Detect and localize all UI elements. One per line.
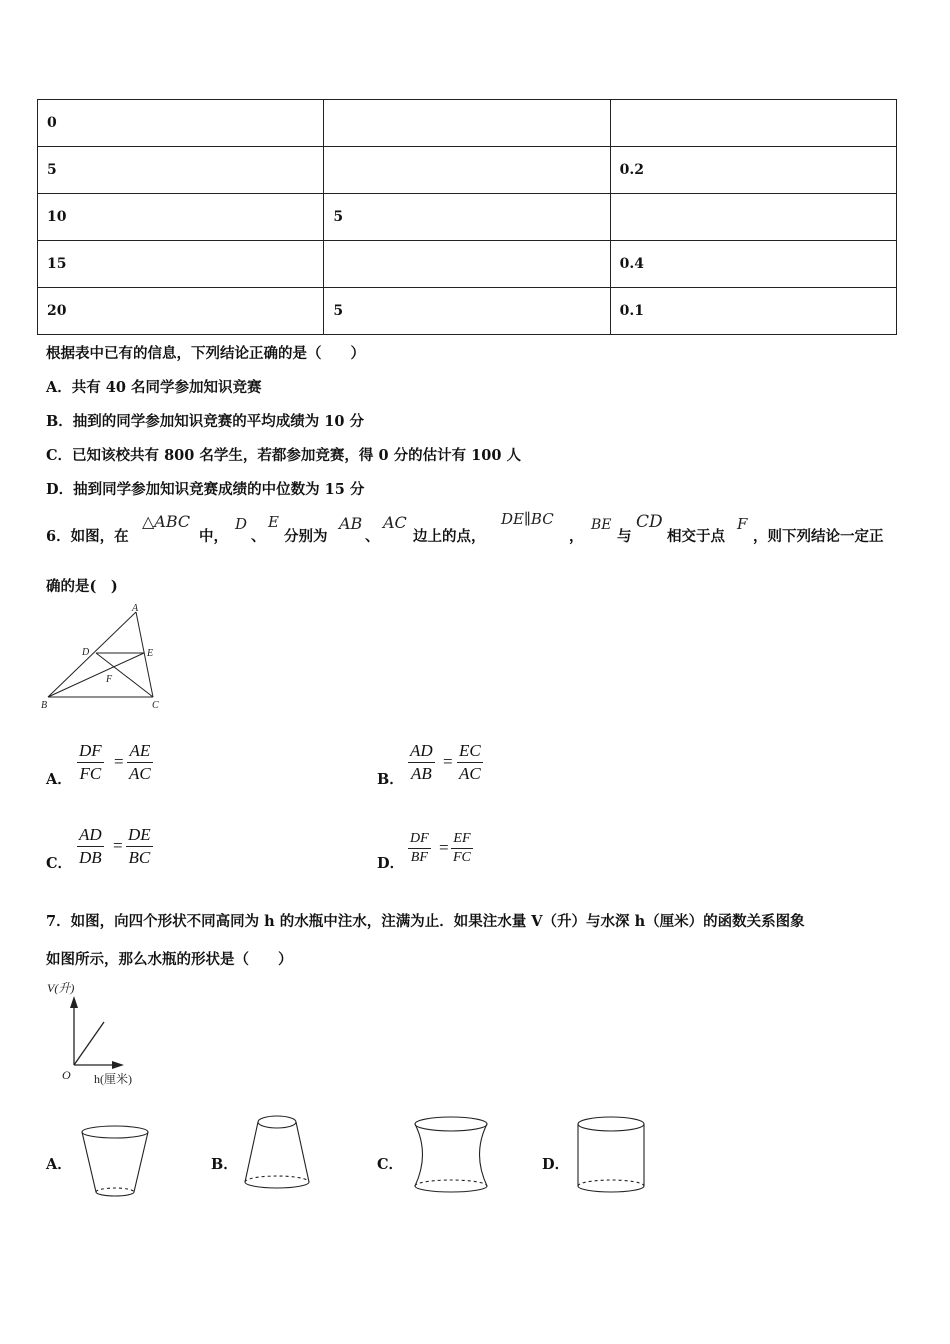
q6-number: 6．如图，在 (46, 528, 129, 545)
q6-seg-ab: AB (339, 514, 363, 533)
q6-stem-line2: 确的是( ) (46, 578, 118, 595)
label-e: E (147, 648, 154, 659)
q5-option-c: C．已知该校共有 800 名学生，若都参加竞赛，得 0 分的估计有 100 人 (46, 447, 521, 464)
label-b: B (41, 700, 48, 711)
q6-comma: ， (569, 528, 584, 545)
q6-triangle: △ABC (142, 512, 191, 531)
fraction-left (77, 740, 104, 785)
label-a: A (132, 603, 139, 614)
table-cell: 5 (38, 147, 324, 194)
table-cell: 0.4 (610, 241, 896, 288)
frequency-table (37, 99, 897, 335)
q6-t5: 相交于点 (667, 528, 725, 545)
denominator: AC (129, 764, 151, 783)
fraction-right (451, 830, 473, 867)
y-axis-label: V(升) (47, 981, 75, 995)
q6-sep1: 、 (251, 528, 266, 545)
numerator: AE (127, 740, 153, 763)
denominator: AC (459, 764, 481, 783)
bottle-b-narrow-top (240, 1112, 314, 1194)
numerator: EC (457, 740, 483, 763)
q5-option-a: A．共有 40 名同学参加知识竞赛 (46, 379, 262, 396)
table-cell (610, 194, 896, 241)
q7-option-b-label: B． (211, 1156, 238, 1173)
table-cell: 0.2 (610, 147, 896, 194)
table-cell (610, 100, 896, 147)
table-cell: 0.1 (610, 288, 896, 335)
equals-sign: = (114, 752, 124, 771)
q6-t3: 边上的点， (413, 528, 486, 545)
numerator: AD (408, 740, 435, 763)
q6-seg-be: BE (591, 517, 612, 533)
q6-seg-ac: AC (383, 513, 407, 532)
option-label: A． (46, 771, 72, 788)
segment-be (48, 653, 144, 697)
q7-stem-line2: 如图所示，那么水瓶的形状是（ ） (46, 951, 293, 968)
fraction-left (408, 830, 431, 867)
volume-depth-graph (44, 978, 154, 1090)
triangle-figure (40, 600, 170, 715)
label-f: F (106, 674, 113, 685)
numerator: DF (408, 830, 431, 849)
fraction-right (457, 740, 483, 785)
equals-sign: = (443, 752, 453, 771)
label-c: C (152, 700, 159, 711)
q7-option-d-label: D． (542, 1156, 570, 1173)
side-ab (48, 612, 136, 697)
q7-stem-line1: 7．如图，向四个形状不同高同为 h 的水瓶中注水，注满为止．如果注水量 V（升）与水深 h（厘米）的函数关系图象 (46, 913, 805, 930)
table-row (38, 100, 897, 147)
q6-sep2: 、 (365, 528, 380, 545)
table-cell: 10 (38, 194, 324, 241)
numerator: EF (451, 830, 473, 849)
equals-sign: = (439, 838, 449, 857)
table-cell: 5 (324, 288, 610, 335)
fraction-left (77, 824, 104, 869)
function-line (74, 1022, 104, 1065)
bottle-c-narrow-waist (408, 1112, 494, 1198)
y-axis-arrow (70, 996, 78, 1008)
q5-option-d: D．抽到同学参加知识竞赛成绩的中位数为 15 分 (46, 481, 365, 498)
denominator: FC (79, 764, 102, 783)
equals-sign: = (113, 836, 123, 855)
table-cell: 20 (38, 288, 324, 335)
segment-cd (96, 653, 153, 697)
denominator: DB (79, 848, 102, 867)
q6-t2: 分别为 (284, 528, 328, 545)
table-row (38, 288, 897, 335)
x-axis-arrow (112, 1061, 124, 1069)
table-cell: 0 (38, 100, 324, 147)
q5-stem: 根据表中已有的信息，下列结论正确的是（ ） (46, 345, 365, 362)
fraction-right (127, 740, 153, 785)
table-row (38, 241, 897, 288)
q6-point-f: F (737, 515, 748, 533)
denominator: BC (128, 848, 151, 867)
q7-option-a-label: A． (46, 1156, 72, 1173)
option-label: B． (377, 771, 404, 788)
fraction-right (126, 824, 153, 869)
x-axis-label: h(厘米) (94, 1072, 132, 1086)
denominator: BF (410, 850, 428, 865)
table-cell (324, 100, 610, 147)
q6-t6: ，则下列结论一定正 (753, 528, 884, 545)
q6-seg-cd: CD (636, 512, 663, 532)
q7-option-c-label: C． (377, 1156, 404, 1173)
option-label: D． (377, 855, 405, 872)
q5-option-b: B．抽到的同学参加知识竞赛的平均成绩为 10 分 (46, 413, 365, 430)
q6-point-d: D (235, 515, 248, 533)
table-cell (324, 241, 610, 288)
numerator: DE (126, 824, 153, 847)
numerator: DF (77, 740, 104, 763)
q6-parallel: DE∥BC (501, 510, 554, 528)
q6-t1: 中， (199, 528, 228, 545)
denominator: FC (453, 850, 471, 865)
q6-t4: 与 (617, 528, 632, 545)
label-d: D (82, 647, 90, 658)
origin-label: O (62, 1068, 71, 1082)
option-label: C． (46, 855, 73, 872)
table-row (38, 147, 897, 194)
bottle-a-wide-top (78, 1122, 154, 1202)
denominator: AB (410, 764, 432, 783)
table-row (38, 194, 897, 241)
fraction-left (408, 740, 435, 785)
table-cell: 5 (324, 194, 610, 241)
q6-point-e: E (268, 513, 279, 531)
table-cell: 15 (38, 241, 324, 288)
numerator: AD (77, 824, 104, 847)
bottle-d-cylinder (574, 1112, 650, 1198)
table-cell (324, 147, 610, 194)
